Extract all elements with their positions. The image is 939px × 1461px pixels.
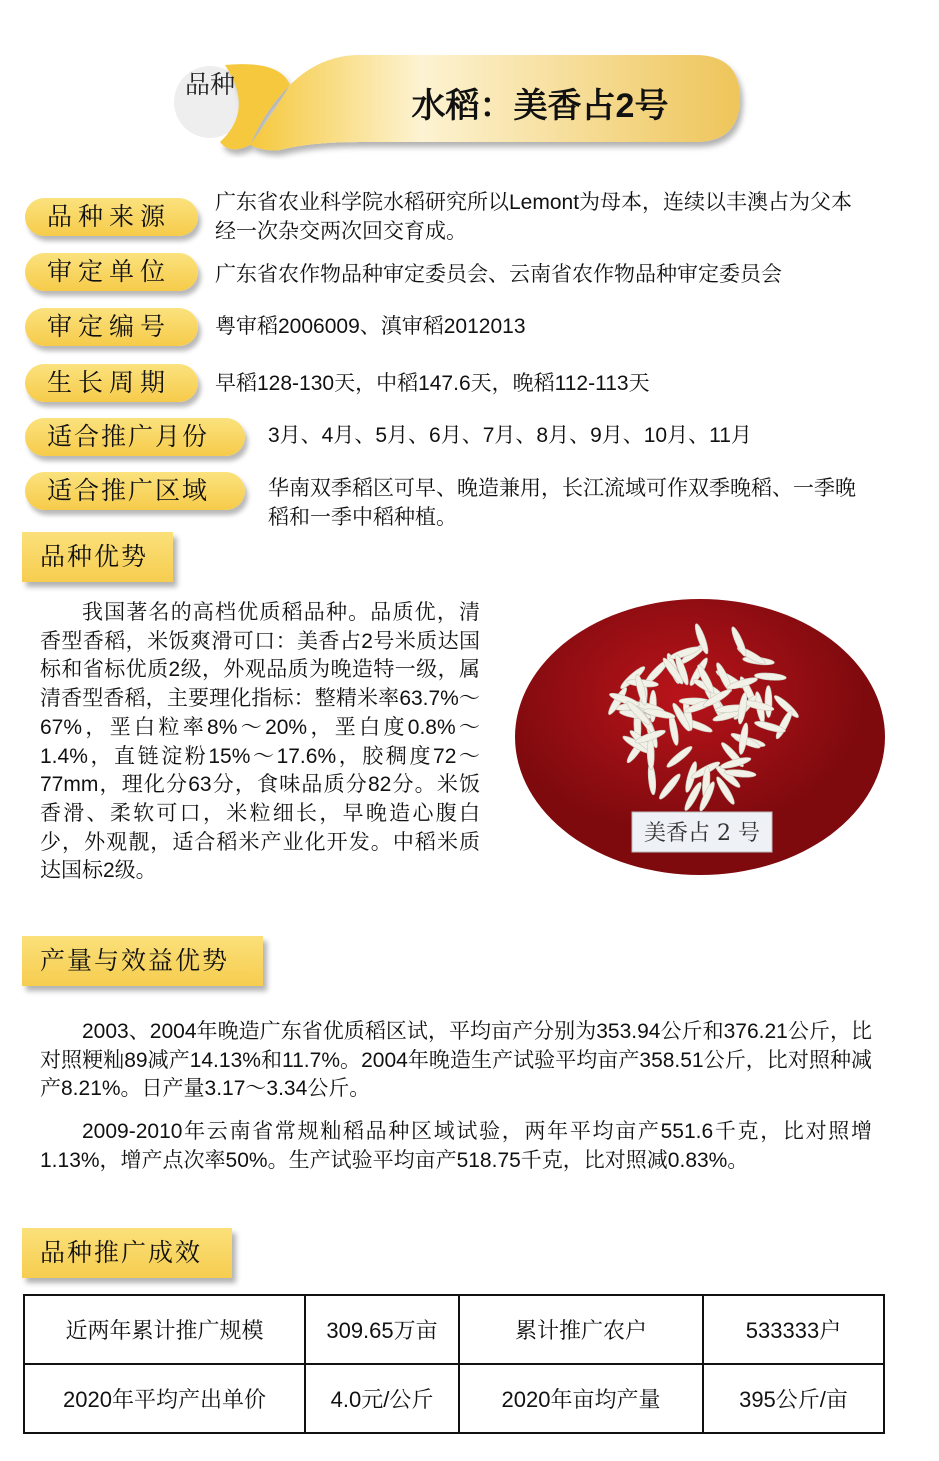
value-regions: 华南双季稻区可早、晚造兼用，长江流域可作双季晚稻、一季晚稻和一季中稻种植。	[268, 477, 856, 529]
label-approval-number: 审定编号	[25, 308, 198, 346]
value-source: 广东省农业科学院水稻研究所以Lemont为母本，连续以丰澳占为父本经一次杂交两次回交育成。	[215, 191, 853, 243]
value-months: 3月、4月、5月、6月、7月、8月、9月、10月、11月	[268, 424, 752, 447]
yield-paragraph-1: 2003、2004年晚造广东省优质稻区试，平均亩产分别为353.94公斤和376.21公斤，比对照粳籼89减产14.13%和11.7%。2004年晚造生产试验平均亩产358.51公斤，比对照种减产8.21%。日产量3.17～3.34公斤。	[40, 1020, 872, 1101]
table-cell: 395公斤/亩	[703, 1364, 884, 1433]
table-cell: 累计推广农户	[459, 1295, 703, 1364]
table-cell: 近两年累计推广规模	[24, 1295, 305, 1364]
heading-advantage: 品种优势	[22, 532, 173, 582]
yield-text	[40, 1018, 872, 1176]
table-row	[24, 1364, 884, 1433]
table-cell: 2020年亩均产量	[459, 1364, 703, 1433]
table-cell: 309.65万亩	[305, 1295, 459, 1364]
label-growth-cycle: 生长周期	[25, 364, 198, 402]
advantage-text: 我国著名的高档优质稻品种。品质优，清香型香稻，米饭爽滑可口：美香占2号米质达国标和省标优质2级，外观品质为晚造特一级，属清香型香稻，主要理化指标：整精米率63.7%～67%，垩白粒率8%～20%，垩白度0.8%～1.4%，直链淀粉15%～17.6%，胶稠度72～77mm，理化分63分，食味品质分82分。米饭香滑、柔软可口，米粒细长，早晚造心腹白少，外观靓，适合稻米产业化开发。中稻米质达国标2级。	[40, 601, 480, 883]
table-row	[24, 1295, 884, 1364]
value-growth-cycle: 早稻128-130天，中稻147.6天，晚稻112-113天	[215, 372, 650, 395]
variety-badge: 品种	[184, 71, 235, 99]
rice-photo-label: 美香占 2 号	[644, 821, 760, 846]
page-title: 水稻：美香占2号	[411, 87, 669, 125]
label-approval-unit: 审定单位	[25, 253, 198, 291]
heading-yield: 产量与效益优势	[22, 936, 263, 986]
label-months: 适合推广月份	[25, 418, 245, 456]
heading-promotion: 品种推广成效	[22, 1228, 232, 1278]
rice-grain	[765, 686, 772, 718]
value-approval-number: 粤审稻2006009、滇审稻2012013	[215, 315, 526, 338]
table-cell: 533333户	[703, 1295, 884, 1364]
label-regions: 适合推广区域	[25, 472, 245, 510]
value-approval-unit: 广东省农作物品种审定委员会、云南省农作物品种审定委员会	[215, 263, 782, 286]
table-cell: 4.0元/公斤	[305, 1364, 459, 1433]
label-source: 品种来源	[25, 198, 198, 236]
table-cell: 2020年平均产出单价	[24, 1364, 305, 1433]
yield-paragraph-2: 2009-2010年云南省常规籼稻品种区域试验，两年平均亩产551.6千克，比对照增1.13%，增产点次率50%。生产试验平均亩产518.75千克，比对照减0.83%。	[40, 1120, 872, 1172]
promotion-table	[23, 1294, 885, 1434]
